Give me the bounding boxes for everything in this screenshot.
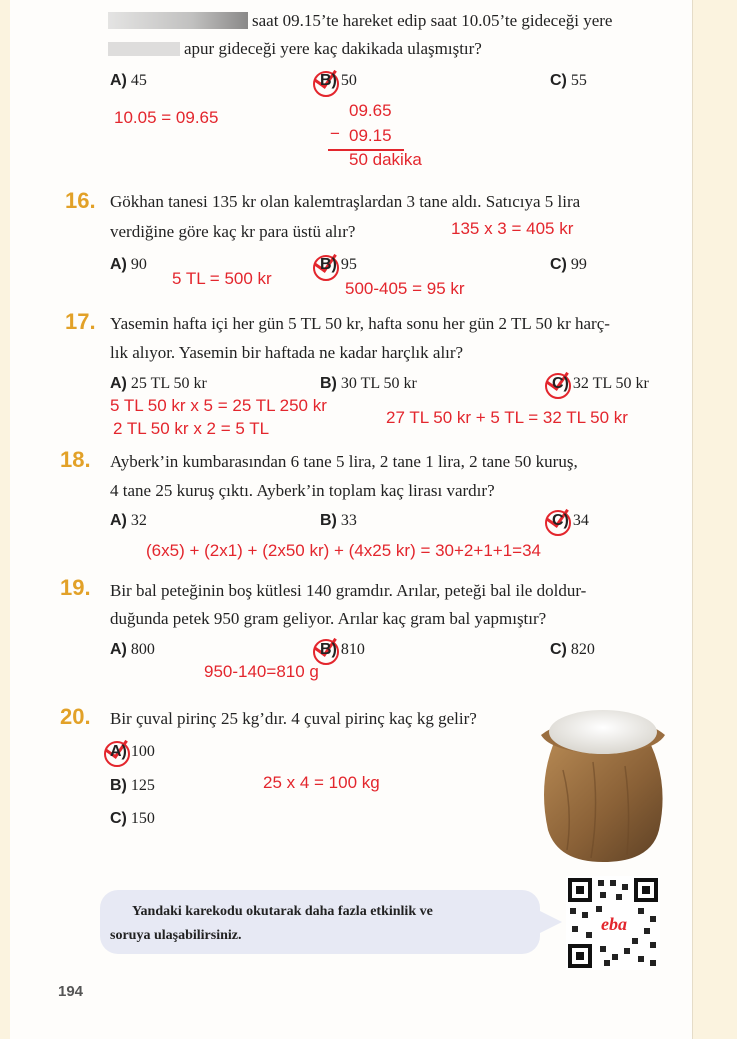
q15-option-a[interactable]: A) 45 <box>110 72 147 89</box>
rice-sack-image <box>533 690 673 865</box>
q16-line2: verdiğine göre kaç kr para üstü alır? <box>110 222 356 241</box>
q20-option-a[interactable]: A) 100 <box>110 743 155 760</box>
q15-line1: saat 09.15’te hareket edip saat 10.05’te gideceği yere <box>252 11 613 30</box>
q17-work-weekend: 2 TL 50 kr x 2 = 5 TL <box>113 419 270 438</box>
q16-option-b[interactable]: B) 95 <box>320 256 357 273</box>
q15-line2: apur gideceği yere kaç dakikada ulaşmıştır? <box>184 39 482 58</box>
page-number: 194 <box>58 983 84 1000</box>
q19-number: 19. <box>60 575 91 600</box>
q20-work: 25 x 4 = 100 kg <box>263 773 380 792</box>
q17-option-a[interactable]: A) 25 TL 50 kr <box>110 375 207 392</box>
q19-line2: duğunda petek 950 gram geliyor. Arılar kaç gram bal yapmıştır? <box>110 609 547 628</box>
q20-option-c[interactable]: C) 150 <box>110 810 155 827</box>
q16-work-subtract: 500-405 = 95 kr <box>345 279 465 298</box>
q19-option-c[interactable]: C) 820 <box>550 641 595 658</box>
q18-line1: Ayberk’in kumbarasından 6 tane 5 lira, 2 tane 1 lira, 2 tane 50 kuruş, <box>110 452 578 471</box>
q15-work-conversion: 10.05 = 09.65 <box>114 108 219 127</box>
q18-line2: 4 tane 25 kuruş çıktı. Ayberk’in toplam kaç lirası vardır? <box>110 481 495 500</box>
q17-line1: Yasemin hafta içi her gün 5 TL 50 kr, hafta sonu her gün 2 TL 50 kr harç- <box>110 314 610 333</box>
q16-work-convert: 5 TL = 500 kr <box>172 269 272 288</box>
q17-work-total: 27 TL 50 kr + 5 TL = 32 TL 50 kr <box>386 408 628 427</box>
q16-work-multiply: 135 x 3 = 405 kr <box>451 219 574 238</box>
info-line1: Yandaki karekodu okutarak daha fazla etkinlik ve <box>132 904 433 919</box>
q17-work-weekday: 5 TL 50 kr x 5 = 25 TL 250 kr <box>110 396 327 415</box>
q17-option-b[interactable]: B) 30 TL 50 kr <box>320 375 417 392</box>
q19-option-a[interactable]: A) 800 <box>110 641 155 658</box>
q17-number: 17. <box>65 309 96 334</box>
q18-work: (6x5) + (2x1) + (2x50 kr) + (4x25 kr) = 30+2+1+1=34 <box>146 541 541 560</box>
q15-work-result: 50 dakika <box>349 150 422 169</box>
q19-option-b[interactable]: B) 810 <box>320 641 365 658</box>
info-line2: soruya ulaşabilirsiniz. <box>110 928 242 943</box>
q20-number: 20. <box>60 704 91 729</box>
q17-line2: lık alıyor. Yasemin bir haftada ne kadar harçlık alır? <box>110 343 464 362</box>
q15-work-sub: 09.15 <box>349 126 392 145</box>
q16-line1: Gökhan tanesi 135 kr olan kalemtraşlardan 3 tane aldı. Satıcıya 5 lira <box>110 192 581 211</box>
q16-number: 16. <box>65 188 96 213</box>
q20-line1: Bir çuval pirinç 25 kg’dır. 4 çuval pirinç kaç kg gelir? <box>110 709 477 728</box>
q18-option-a[interactable]: A) 32 <box>110 512 147 529</box>
info-bubble <box>100 890 540 954</box>
q15-work-top: 09.65 <box>349 101 392 120</box>
smudge <box>108 12 248 29</box>
eba-logo: eba <box>601 914 627 934</box>
q18-number: 18. <box>60 447 91 472</box>
q19-work: 950-140=810 g <box>204 662 319 681</box>
q18-option-b[interactable]: B) 33 <box>320 512 357 529</box>
q16-option-a[interactable]: A) 90 <box>110 256 147 273</box>
q15-option-b[interactable]: B) 50 <box>320 72 357 89</box>
smudge <box>108 42 180 56</box>
q16-option-c[interactable]: C) 99 <box>550 256 587 273</box>
q15-option-c[interactable]: C) 55 <box>550 72 587 89</box>
q17-option-c[interactable]: C) 32 TL 50 kr <box>552 375 649 392</box>
q15-work-minus: − <box>330 124 340 143</box>
q18-option-c[interactable]: C) 34 <box>552 512 589 529</box>
q19-line1: Bir bal peteğinin boş kütlesi 140 gramdır. Arılar, peteği bal ile doldur- <box>110 581 587 600</box>
q20-option-b[interactable]: B) 125 <box>110 777 155 794</box>
qr-code-icon[interactable] <box>566 876 660 970</box>
